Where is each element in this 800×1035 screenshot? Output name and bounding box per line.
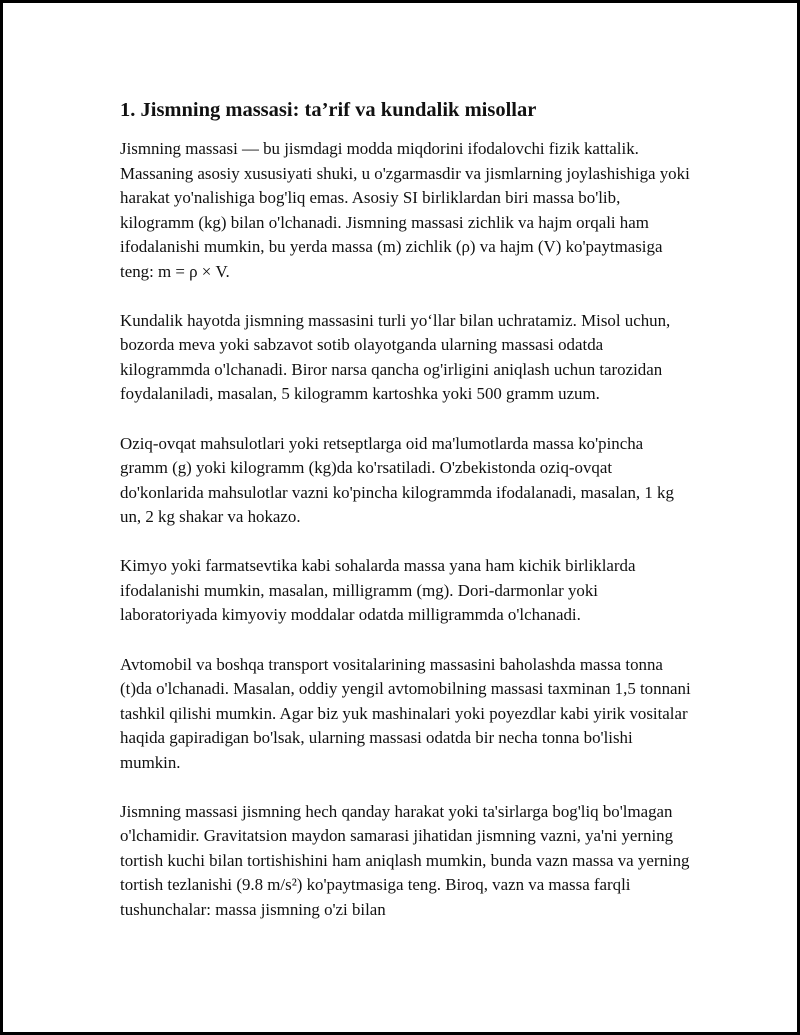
paragraph-mass-vs-weight: Jismning massasi jismning hech qanday harakat yoki ta'sirlarga bog'liq bo'lmagan o'lchamidir. Gravitatsion maydon samarasi jihatidan jismning vazni, ya'ni yerning tortish kuchi bilan tortishishini ham aniqlash mumkin, bunda vazn massa va yerning tortish tezlanishi (9.8 m/s²) ko'paytmasiga teng. Biroq, vazn va massa farqli tushunchalar: massa jismning o'zi bilan (120, 801, 690, 919)
paragraph-food-units: Oziq-ovqat mahsulotlari yoki retseptlarga oid ma'lumotlarda massa ko'pincha gramm (g) yoki kilogramm (kg)da ko'rsatiladi. O'zbekistonda oziq-ovqat do'konlarida mahsulotlar vazni ko'pincha kilogrammda ifodalanadi, masalan, 1 kg un, 2 kg shakar va hokazo. (120, 433, 674, 527)
paragraph-everyday-examples: Kundalik hayotda jismning massasini turli yo‘llar bilan uchratamiz. Misol uchun, bozorda meva yoki sabzavot sotib olayotganda ularning massasi odatda kilogrammda o'lchanadi. Biror narsa qancha og'irligini aniqlash uchun tarozidan foydalaniladi, masalan, 5 kilogramm kartoshka yoki 500 gramm uzum. (120, 310, 671, 404)
paragraph-vehicle-mass: Avtomobil va boshqa transport vositalarining massasini baholashda massa tonna (t)da o'lchanadi. Masalan, oddiy yengil avtomobilning massasi taxminan 1,5 tonnani tashkil qilishi mumkin. Agar biz yuk mashinalari yoki poyezdlar kabi yirik vositalar haqida gapiradigan bo'lsak, ularning massasi odatda bir necha tonna bo'lishi mumkin. (120, 654, 691, 772)
document-body (120, 95, 694, 947)
paragraph-chemistry-units: Kimyo yoki farmatsevtika kabi sohalarda massa yana ham kichik birliklarda ifodalanishi mumkin, masalan, milligramm (mg). Dori-darmonlar yoki laboratoriyada kimyoviy moddalar odatda milligrammda o'lchanadi. (120, 556, 636, 625)
paragraph-mass-definition: Jismning massasi — bu jismdagi modda miqdorini ifodalovchi fizik kattalik. Massaning asosiy xususiyati shuki, u o'zgarmasdir va jismlarning joylashishiga yoki harakat yo'nalishiga bog'liq emas. Asosiy SI birliklardan biri massa bo'lib, kilogramm (kg) bilan o'lchanadi. Jismning massasi zichlik va hajm orqali ham ifodalanishi mumkin, bu yerda massa (m) zichlik (ρ) va hajm (V) ko'paytmasiga teng: m = ρ × V. (120, 139, 690, 281)
section-heading: 1. Jismning massasi: ta’rif va kundalik misollar (120, 99, 537, 121)
